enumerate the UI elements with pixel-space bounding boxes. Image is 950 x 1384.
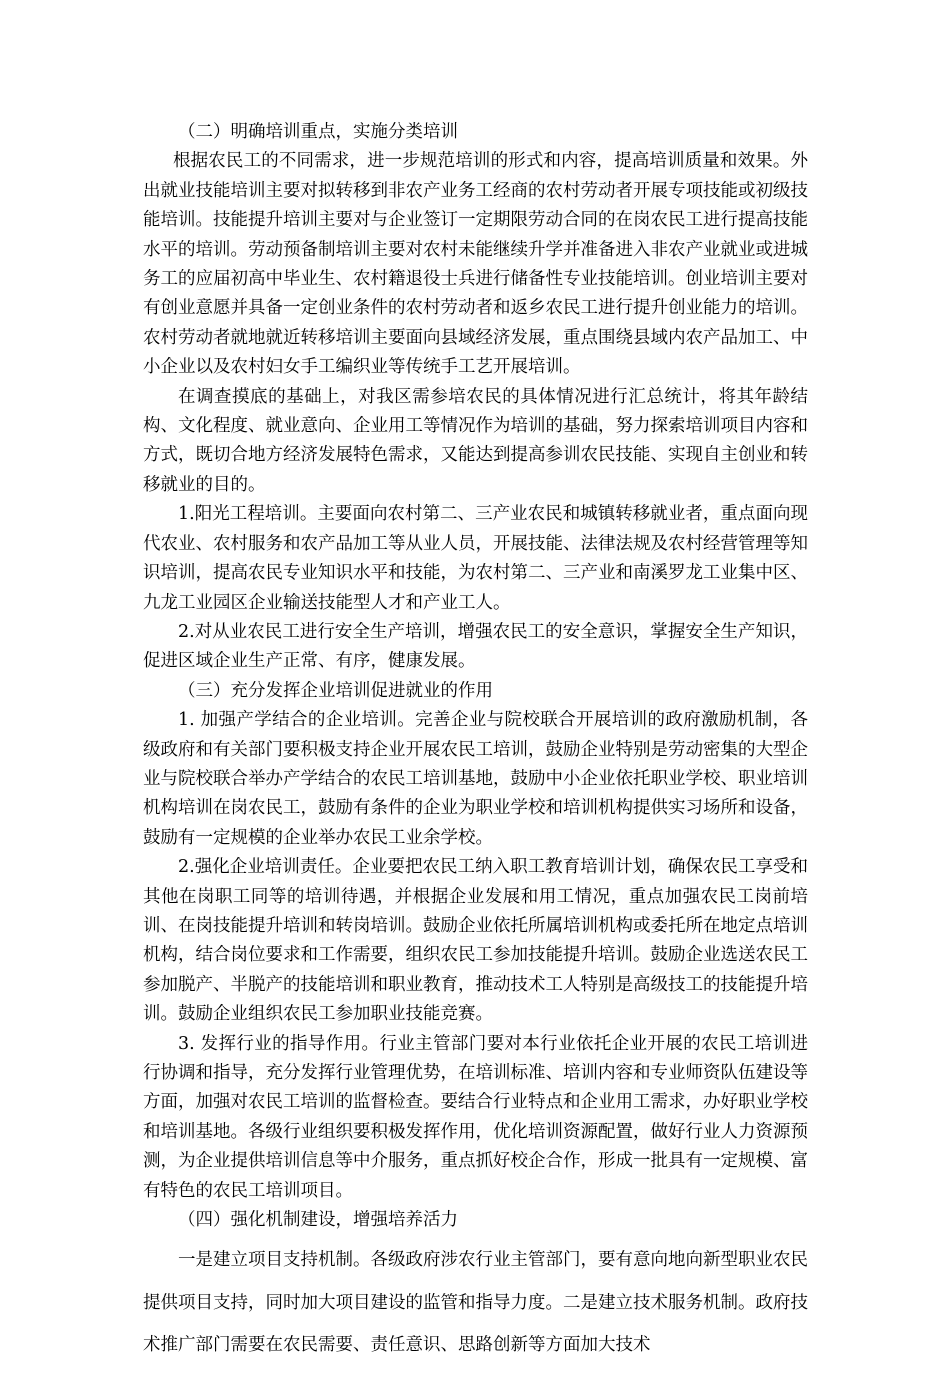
section-3-heading: （三）充分发挥企业培训促进就业的作用	[178, 680, 493, 701]
section-4-paragraph-1: 一是建立项目支持机制。各级政府涉农行业主管部门，要有意向地向新型职业农民提供项目支持，同时加大项目建设的监管和指导力度。二是建立技术服务机制。政府技术推广部门需要在农民需要、责任意识、思路创新等方面加大技术	[143, 1250, 808, 1356]
section-3-paragraph-1: 1. 加强产学结合的企业培训。完善企业与院校联合开展培训的政府激励机制，各级政府和有关部门要积极支持企业开展农民工培训，鼓励企业特别是劳动密集的大型企业与院校联合举办产学结合的农民工培训基地，鼓励中小企业依托职业学校、职业培训机构培训在岗农民工，鼓励有条件的企业为职业学校和培训机构提供实习场所和设备，鼓励有一定规模的企业举办农民工业余学校。	[143, 710, 808, 848]
section-3-paragraph-2: 2.强化企业培训责任。企业要把农民工纳入职工教育培训计划，确保农民工享受和其他在岗职工同等的培训待遇，并根据企业发展和用工情况，重点加强农民工岗前培训、在岗技能提升培训和转岗培训。鼓励企业依托所属培训机构或委托所在地定点培训机构，结合岗位要求和工作需要，组织农民工参加技能提升培训。鼓励企业选送农民工参加脱产、半脱产的技能培训和职业教育，推动技术工人特别是高级技工的技能提升培训。鼓励企业组织农民工参加职业技能竞赛。	[143, 857, 808, 1025]
section-3-paragraph-3: 3. 发挥行业的指导作用。行业主管部门要对本行业依托企业开展的农民工培训进行协调和指导，充分发挥行业管理优势，在培训标准、培训内容和专业师资队伍建设等方面，加强对农民工培训的监督检查。要结合行业特点和企业用工需求，办好职业学校和培训基地。各级行业组织要积极发挥作用，优化培训资源配置，做好行业人力资源预测，为企业提供培训信息等中介服务，重点抓好校企合作，形成一批具有一定规模、富有特色的农民工培训项目。	[143, 1033, 808, 1201]
document-page	[143, 118, 808, 1384]
section-2-paragraph-2: 在调查摸底的基础上，对我区需参培农民的具体情况进行汇总统计，将其年龄结构、文化程度、就业意向、企业用工等情况作为培训的基础，努力探索培训项目内容和方式，既切合地方经济发展特色需求，又能达到提高参训农民技能、实现自主创业和转移就业的目的。	[143, 386, 808, 495]
section-2-paragraph-4: 2.对从业农民工进行安全生产培训，增强农民工的安全意识，掌握安全生产知识，促进区域企业生产正常、有序，健康发展。	[143, 621, 808, 672]
section-2-paragraph-3: 1.阳光工程培训。主要面向农村第二、三产业农民和城镇转移就业者，重点面向现代农业、农村服务和农产品加工等从业人员，开展技能、法律法规及农村经营管理等知识培训，提高农民专业知识水平和技能，为农村第二、三产业和南溪罗龙工业集中区、九龙工业园区企业输送技能型人才和产业工人。	[143, 504, 808, 613]
section-2-heading: （二）明确培训重点，实施分类培训	[178, 122, 458, 142]
section-2-paragraph-1: 根据农民工的不同需求，进一步规范培训的形式和内容，提高培训质量和效果。外出就业技能培训主要对拟转移到非农产业务工经商的农村劳动者开展专项技能或初级技能培训。技能提升培训主要对与企业签订一定期限劳动合同的在岗农民工进行提高技能水平的培训。劳动预备制培训主要对农村未能继续升学并准备进入非农产业就业或进城务工的应届初高中毕业生、农村籍退役士兵进行储备性专业技能培训。创业培训主要对有创业意愿并具备一定创业条件的农村劳动者和返乡农民工进行提升创业能力的培训。农村劳动者就地就近转移培训主要面向县域经济发展，重点围绕县域内农产品加工、中小企业以及农村妇女手工编织业等传统手工艺开展培训。	[143, 151, 808, 378]
section-4-heading: （四）强化机制建设，增强培养活力	[178, 1210, 458, 1231]
